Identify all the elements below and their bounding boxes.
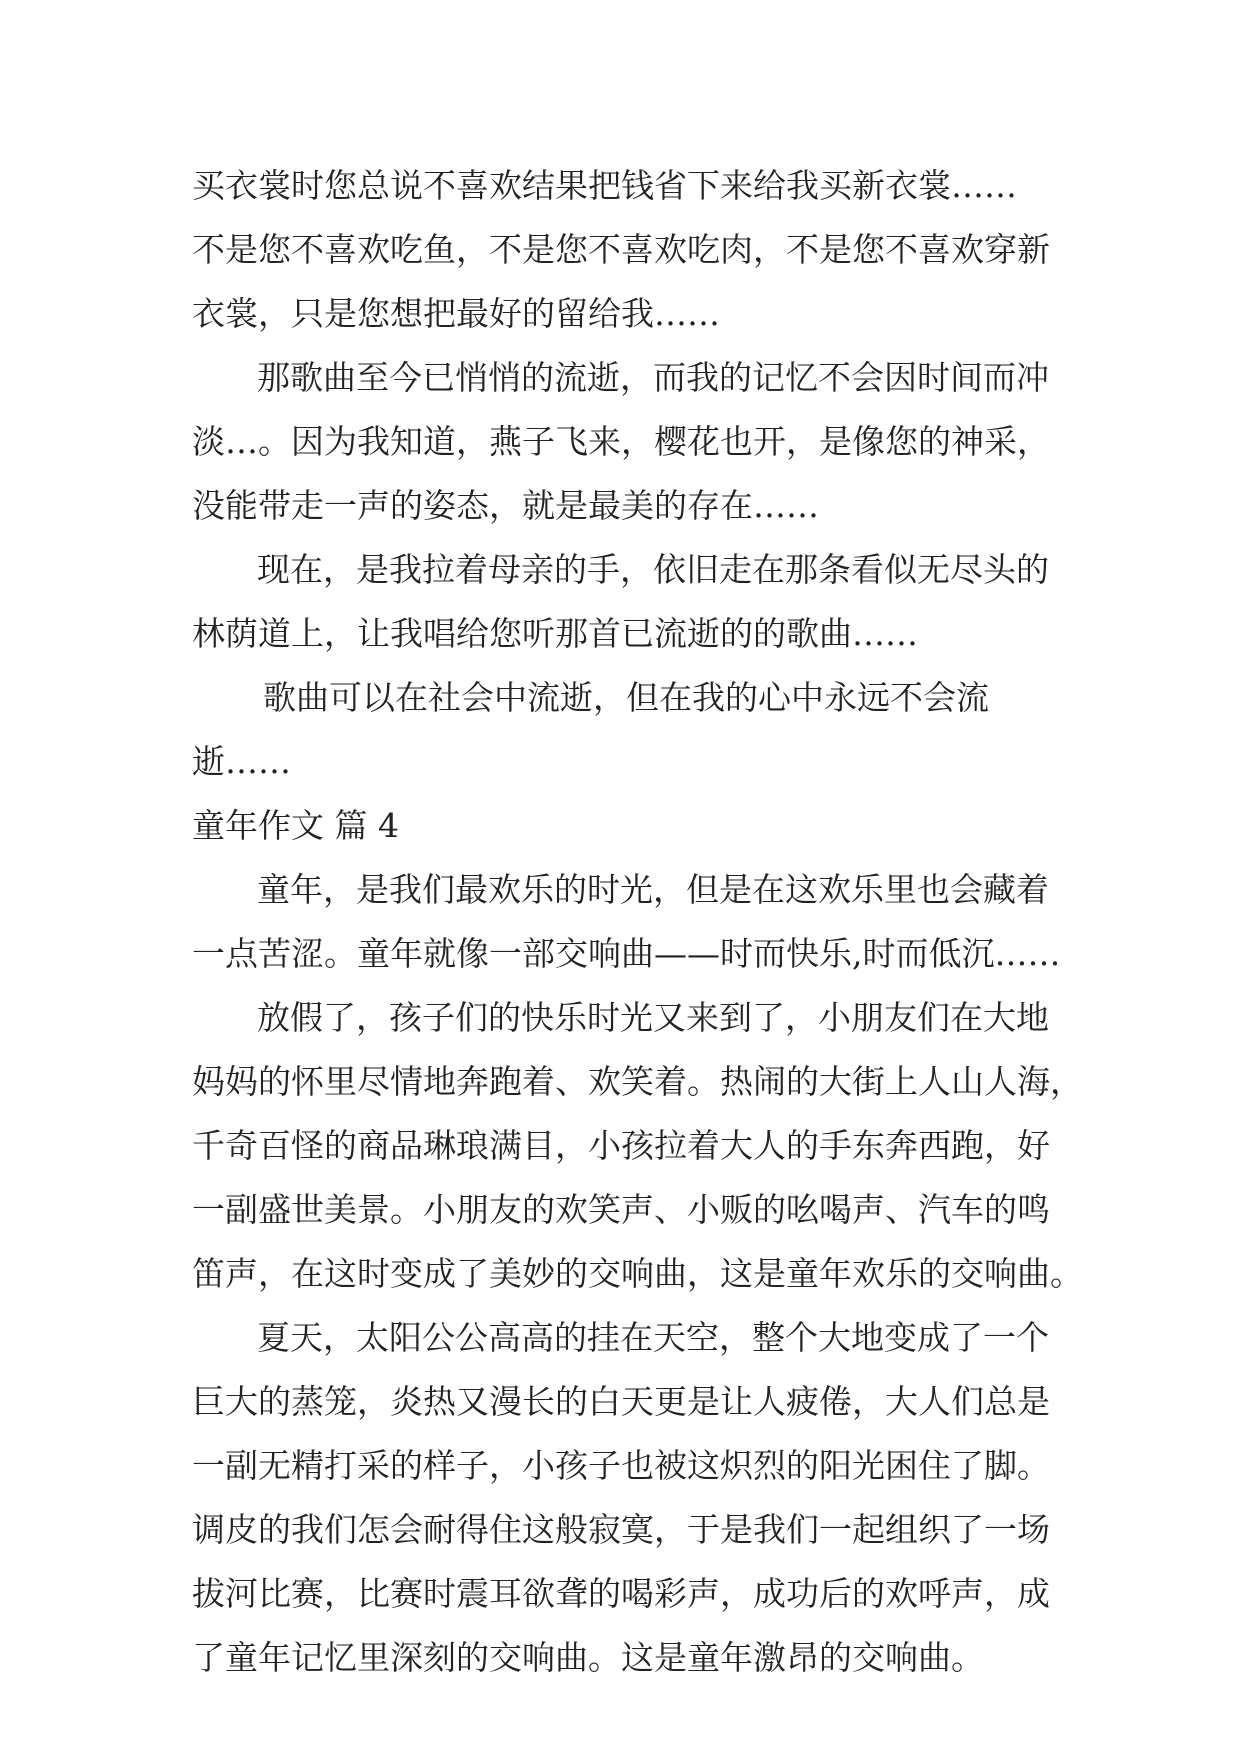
text-line: 林荫道上，让我唱给您听那首已流逝的的歌曲……	[192, 614, 918, 653]
text-line: 调皮的我们怎会耐得住这般寂寞，于是我们一起组织了一场	[192, 1510, 1050, 1549]
text-line: 现在，是我拉着母亲的手，依旧走在那条看似无尽头的	[257, 550, 1049, 589]
text-line: 不是您不喜欢吃鱼，不是您不喜欢吃肉，不是您不喜欢穿新	[192, 230, 1050, 269]
section-heading: 童年作文 篇 4	[192, 806, 399, 845]
text-line: 歌曲可以在社会中流逝，但在我的心中永远不会流	[263, 678, 989, 717]
text-line: 了童年记忆里深刻的交响曲。这是童年激昂的交响曲。	[192, 1638, 984, 1677]
text-line: 千奇百怪的商品琳琅满目，小孩拉着大人的手东奔西跑，好	[192, 1126, 1050, 1165]
text-line: 夏天，太阳公公高高的挂在天空，整个大地变成了一个	[257, 1318, 1049, 1357]
text-line: 那歌曲至今已悄悄的流逝，而我的记忆不会因时间而冲	[257, 358, 1049, 397]
text-line: 没能带走一声的姿态，就是最美的存在……	[192, 486, 819, 525]
text-line: 买衣裳时您总说不喜欢结果把钱省下来给我买新衣裳……	[192, 166, 1017, 205]
text-line: 一副无精打采的样子，小孩子也被这炽烈的阳光困住了脚。	[192, 1446, 1050, 1485]
text-line: 妈妈的怀里尽情地奔跑着、欢笑着。热闹的大街上人山人海，	[192, 1062, 1083, 1101]
text-line: 淡…。因为我知道，燕子飞来，樱花也开，是像您的神采，	[192, 422, 1050, 461]
text-line: 笛声，在这时变成了美妙的交响曲，这是童年欢乐的交响曲。	[192, 1254, 1083, 1293]
text-line: 衣裳，只是您想把最好的留给我……	[192, 294, 720, 333]
text-line: 童年，是我们最欢乐的时光，但是在这欢乐里也会藏着	[257, 870, 1049, 909]
text-line: 一副盛世美景。小朋友的欢笑声、小贩的吆喝声、汽车的鸣	[192, 1190, 1050, 1229]
text-line: 放假了，孩子们的快乐时光又来到了，小朋友们在大地	[257, 998, 1049, 1037]
text-line: 拔河比赛，比赛时震耳欲聋的喝彩声，成功后的欢呼声，成	[192, 1574, 1050, 1613]
text-line: 一点苦涩。童年就像一部交响曲——时而快乐,时而低沉……	[192, 934, 1061, 973]
text-line: 巨大的蒸笼，炎热又漫长的白天更是让人疲倦，大人们总是	[192, 1382, 1050, 1421]
text-line: 逝……	[192, 742, 291, 781]
